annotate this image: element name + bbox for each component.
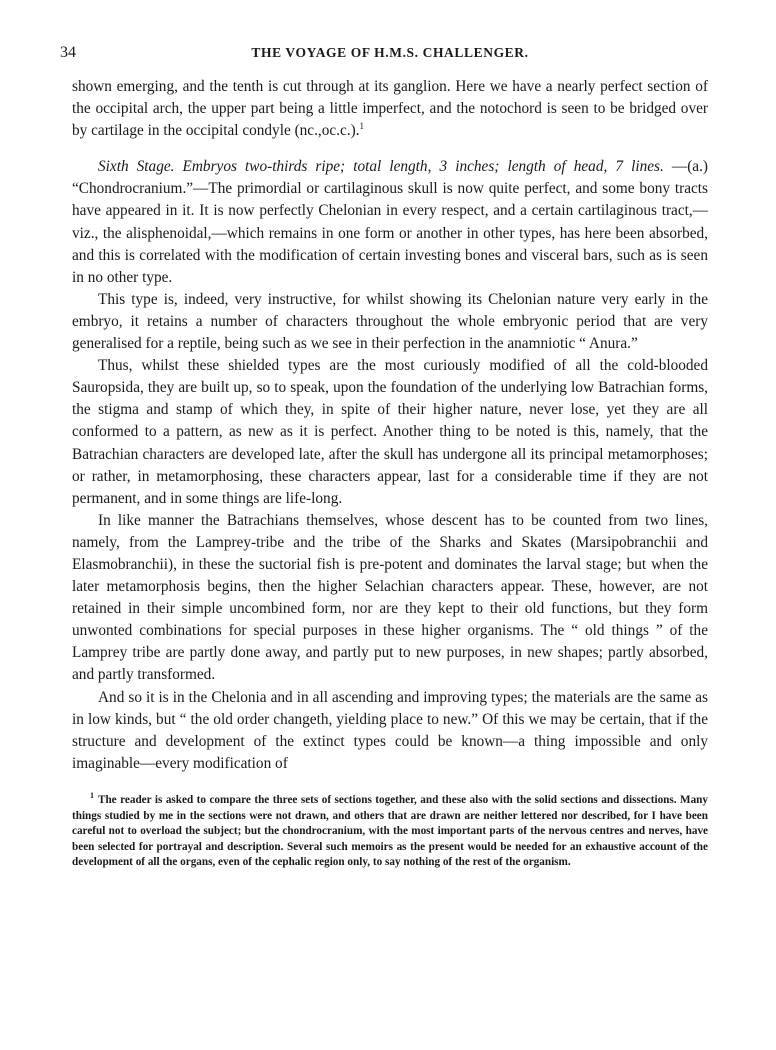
paragraph: And so it is in the Chelonia and in all ascending and improving types; the materials are the same as in low kinds, but “ the old order changeth, yielding place to new.” Of this we may be certain, that if the structure and development of the extinct types could be known—a thing impossible and only imaginable—every modification of	[72, 688, 708, 772]
paragraph	[72, 76, 708, 142]
running-head: THE VOYAGE OF H.M.S. CHALLENGER.	[251, 45, 529, 60]
footnote-mark: 1	[90, 791, 94, 801]
footnote	[72, 793, 708, 871]
paragraph: In like manner the Batrachians themselves, whose descent has to be counted from two lines, namely, from the Lamprey-tribe and the tribe of the Sharks and Skates (Marsipobranchii and Elasmobranchii), in these the suctorial fish is pre-potent and dominates the larval stage; but when the later metamorphosis begins, then the higher Selachian characters appear. These, however, are not retained in their simple uncombined form, nor are they kept to their old functions, but they form unwonted combinations for special purposes in these higher organisms. The “ old things ” of the Lamprey tribe are partly done away, and partly put to new purposes, in new shapes; partly absorbed, and partly transformed.	[72, 511, 708, 684]
page-number: 34	[60, 44, 76, 61]
book-page	[60, 44, 708, 871]
paragraph-text: —(a.) “Chondrocranium.”—The primordial or cartilaginous skull is now quite perfect, and some bony tracts have appeared in it. It is now perfectly Chelonian in every respect, and a certain cartilaginous tract,—viz., the alisphenoidal,—which remains in one form or another in other types, has here been absorbed, and this is correlated with the modification of certain investing bones and visceral bars, such as is seen in no other type.	[72, 158, 708, 286]
paragraph	[72, 156, 708, 289]
paragraph: Thus, whilst these shielded types are the most curiously modified of all the cold-blooded Sauropsida, they are built up, so to speak, upon the foundation of the underlying low Batrachian forms, the stigma and stamp of which they, in spite of their higher nature, never lose, yet they are all conformed to a pattern, as new as it is perfect. Another thing to be noted is this, namely, that the Batrachian characters are developed late, after the skull has undergone all its principal metamorphoses; or rather, in metamorphosing, these characters appear, last for a considerable time if they are not permanent, and in some things are life-long.	[72, 357, 708, 507]
page-header	[60, 44, 708, 66]
stage-heading: Sixth Stage. Embryos two-thirds ripe; total length, 3 inches; length of head, 7 lines.	[98, 158, 664, 176]
paragraph-text: shown emerging, and the tenth is cut through at its ganglion. Here we have a nearly perfect section of the occipital arch, the upper part being a little imperfect, and the notochord is seen to be bridged over by cartilage in the occipital condyle (nc.,oc.c.).	[72, 78, 708, 140]
paragraph: This type is, indeed, very instructive, for whilst showing its Chelonian nature very early in the embryo, it retains a number of characters throughout the whole embryonic period that are very generalised for a reptile, being such as we see in their perfection in the anamniotic “ Anura.”	[72, 290, 708, 353]
footnote-reference: 1	[359, 121, 365, 132]
body-text	[72, 76, 708, 775]
footnote-text: The reader is asked to compare the three sets of sections together, and these also with the solid sections and dissections. Many things studied by me in the sections were not drawn, and others that are drawn are neither lettered nor described, for I have been careful not to overload the subject; but the chondrocranium, with the most important parts of the nervous centres and nerves, have been selected for portrayal and description. Several such memoirs as the present would be needed for an exhaustive account of the development of all the organs, even of the cephalic region only, to say nothing of the rest of the organism.	[72, 793, 708, 869]
